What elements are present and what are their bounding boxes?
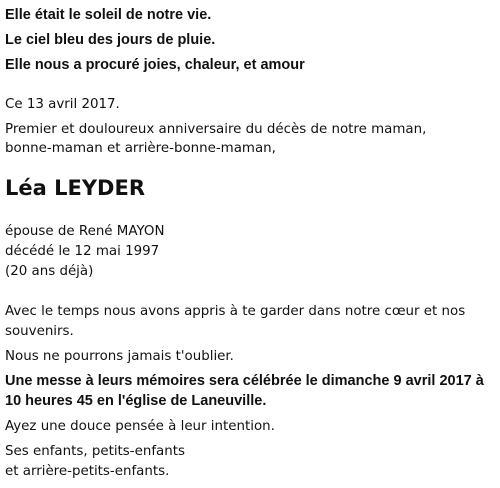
intention-line: Ayez une douce pensée à leur intention.	[5, 419, 275, 434]
anniversary-line-1: Premier et douloureux anniversaire du décès de notre maman,	[5, 122, 427, 137]
deceased-name: Léa LEYDER	[5, 176, 145, 200]
poem-line-1: Elle était le soleil de notre vie.	[5, 7, 212, 23]
mass-line-2: 10 heures 45 en l'église de Laneuville.	[5, 393, 267, 409]
signature-line-1: Ses enfants, petits-enfants	[5, 444, 185, 459]
message-line-2: souvenirs.	[5, 324, 74, 339]
signature-line-2: et arrière-petits-enfants.	[5, 464, 170, 479]
message-line-1: Avec le temps nous avons appris à te garder dans notre cœur et nos	[5, 304, 466, 319]
message-line-3: Nous ne pourrons jamais t'oublier.	[5, 349, 234, 364]
years-line: (20 ans déjà)	[5, 264, 94, 279]
death-date-line: décédé le 12 mai 1997	[5, 244, 160, 259]
anniversary-line-2: bonne-maman et arrière-bonne-maman,	[5, 141, 276, 156]
mass-line-1: Une messe à leurs mémoires sera célébrée le dimanche 9 avril 2017 à	[5, 373, 484, 389]
date-line: Ce 13 avril 2017.	[5, 97, 120, 112]
spouse-line: épouse de René MAYON	[5, 224, 165, 239]
poem-line-3: Elle nous a procuré joies, chaleur, et amour	[5, 57, 305, 73]
poem-line-2: Le ciel bleu des jours de pluie.	[5, 32, 216, 48]
